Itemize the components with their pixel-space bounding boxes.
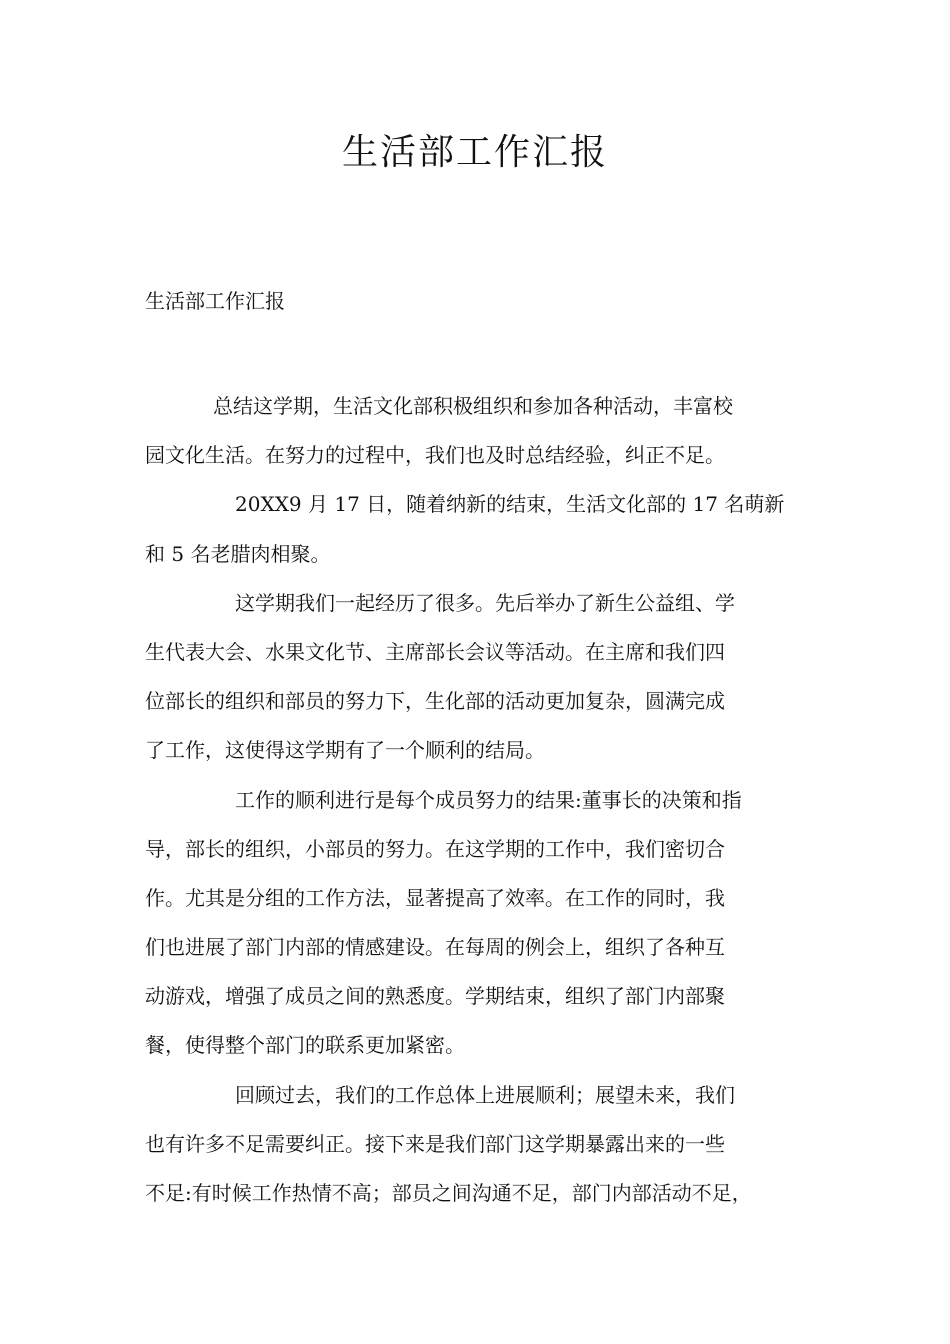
paragraph-line: 不足:有时候工作热情不高；部员之间沟通不足，部门内部活动不足， — [145, 1181, 752, 1205]
paragraph-line: 导，部长的组织，小部员的努力。在这学期的工作中，我们密切合 — [145, 836, 725, 861]
paragraph-line: 总结这学期，生活文化部积极组织和参加各种活动，丰富校 — [213, 394, 733, 418]
paragraph-line: 园文化生活。在努力的过程中，我们也及时总结经验，纠正不足。 — [145, 443, 725, 468]
paragraph-line: 20XX9 月 17 日，随着纳新的结束，生活文化部的 17 名萌新 — [235, 492, 785, 517]
paragraph — [145, 480, 810, 578]
document-title: 生活部工作汇报 — [341, 132, 608, 173]
paragraph — [145, 382, 810, 480]
paragraph-line: 这学期我们一起经历了很多。先后举办了新生公益组、学 — [235, 590, 735, 615]
paragraph-line: 也有许多不足需要纠正。接下来是我们部门这学期暴露出来的一些 — [145, 1131, 725, 1156]
paragraph-line: 餐，使得整个部门的联系更加紧密。 — [145, 1033, 465, 1058]
paragraph — [145, 776, 810, 1071]
paragraph-line: 回顾过去，我们的工作总体上进展顺利；展望未来，我们 — [235, 1082, 735, 1107]
paragraph-line: 动游戏，增强了成员之间的熟悉度。学期结束，组织了部门内部聚 — [145, 984, 725, 1009]
paragraph-line: 们也进展了部门内部的情感建设。在每周的例会上，组织了各种互 — [145, 935, 725, 960]
paragraph-line: 工作的顺利进行是每个成员努力的结果:董事长的决策和指 — [235, 787, 742, 812]
paragraph — [145, 579, 810, 776]
paragraph-line: 和 5 名老腊肉相聚。 — [145, 541, 331, 566]
document-subtitle: 生活部工作汇报 — [145, 289, 285, 313]
paragraph-line: 生代表大会、水果文化节、主席部长会议等活动。在主席和我们四 — [145, 639, 725, 664]
paragraph-line: 位部长的组织和部员的努力下，生化部的活动更加复杂，圆满完成 — [145, 689, 725, 714]
paragraph — [145, 1071, 810, 1219]
document-body — [145, 382, 810, 1218]
paragraph-line: 了工作，这使得这学期有了一个顺利的结局。 — [145, 738, 545, 763]
paragraph-line: 作。尤其是分组的工作方法，显著提高了效率。在工作的同时，我 — [145, 885, 725, 910]
